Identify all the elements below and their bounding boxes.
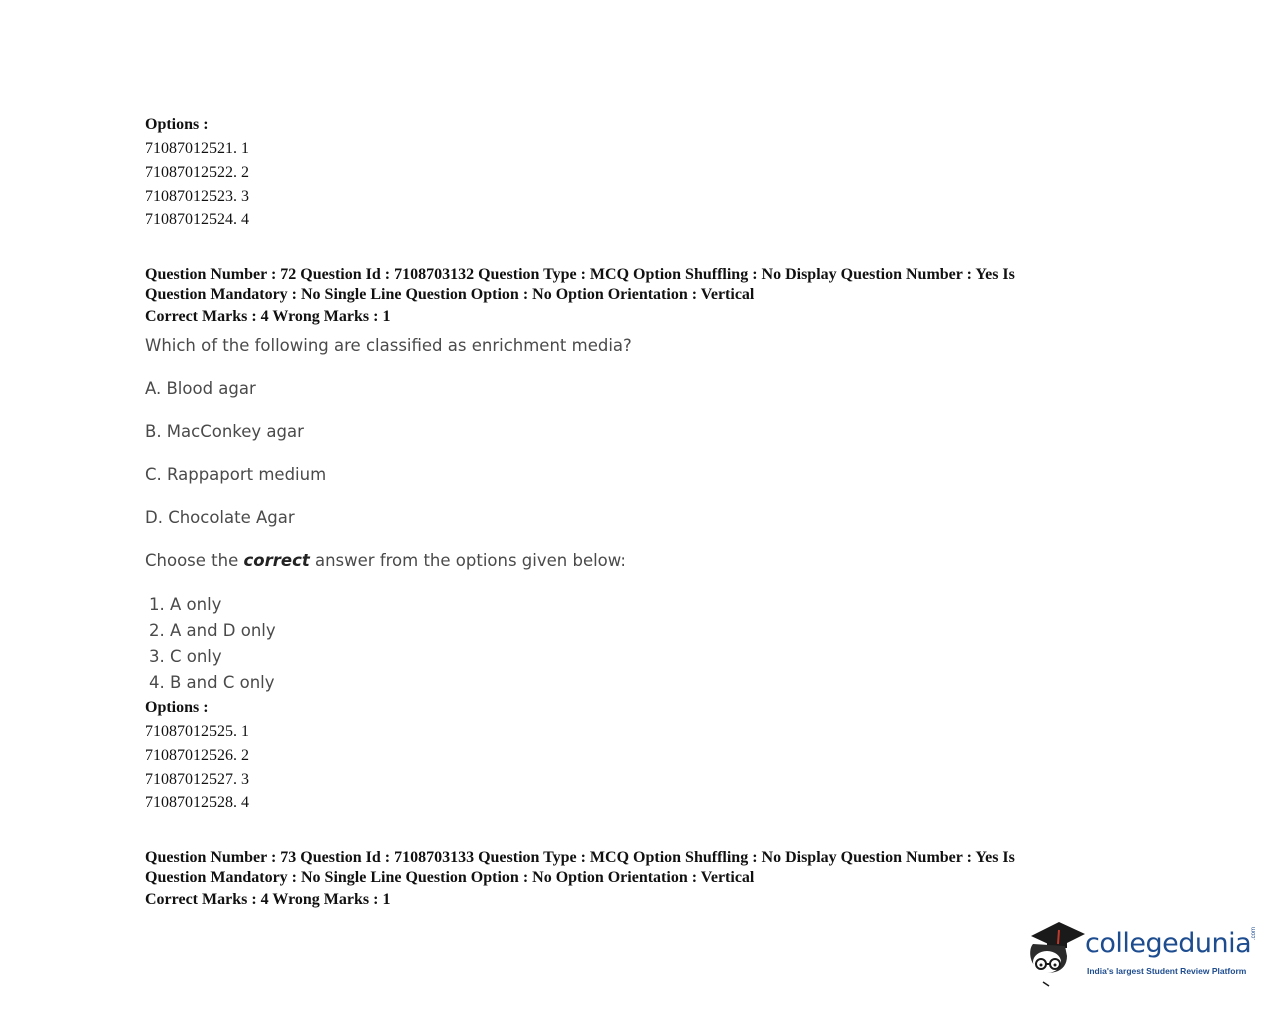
statement-item: B. MacConkey agar bbox=[145, 422, 304, 441]
option-item: 71087012521. 1 bbox=[145, 140, 249, 157]
question-header-line: Question Mandatory : No Single Line Question Option : No Option Orientation : Vertical bbox=[145, 869, 755, 886]
options-label: Options : bbox=[145, 699, 209, 716]
mascot-icon bbox=[1025, 918, 1089, 990]
question-header bbox=[145, 265, 1105, 305]
collegedunia-logo bbox=[1025, 918, 1255, 990]
option-item: 71087012526. 2 bbox=[145, 747, 249, 764]
choice-item: 2. A and D only bbox=[149, 621, 276, 640]
question-header-line: Question Mandatory : No Single Line Question Option : No Option Orientation : Vertical bbox=[145, 286, 755, 303]
question-marks: Correct Marks : 4 Wrong Marks : 1 bbox=[145, 891, 391, 908]
choice-item: 3. C only bbox=[149, 647, 222, 666]
choice-item: 1. A only bbox=[149, 595, 222, 614]
statement-item: C. Rappaport medium bbox=[145, 465, 327, 484]
choose-suffix: answer from the options given below: bbox=[309, 551, 626, 570]
logo-domain-suffix: .com bbox=[1251, 926, 1257, 940]
question-header bbox=[145, 848, 1105, 888]
question-header-line: Question Number : 72 Question Id : 7108703132 Question Type : MCQ Option Shuffling : No Display Question Number : Yes Is bbox=[145, 266, 1015, 283]
option-item: 71087012523. 3 bbox=[145, 188, 249, 205]
option-item: 71087012525. 1 bbox=[145, 723, 249, 740]
logo-tagline: India's largest Student Review Platform bbox=[1087, 966, 1247, 976]
option-item: 71087012528. 4 bbox=[145, 794, 249, 811]
logo-wordmark: collegedunia bbox=[1085, 928, 1252, 959]
statement-item: D. Chocolate Agar bbox=[145, 508, 295, 527]
question-marks: Correct Marks : 4 Wrong Marks : 1 bbox=[145, 308, 391, 325]
option-item: 71087012522. 2 bbox=[145, 164, 249, 181]
question-header-line: Question Number : 73 Question Id : 7108703133 Question Type : MCQ Option Shuffling : No Display Question Number : Yes Is bbox=[145, 849, 1015, 866]
choose-instruction bbox=[145, 551, 626, 570]
option-item: 71087012527. 3 bbox=[145, 771, 249, 788]
statement-item: A. Blood agar bbox=[145, 379, 256, 398]
options-label: Options : bbox=[145, 116, 209, 133]
option-item: 71087012524. 4 bbox=[145, 211, 249, 228]
choose-emphasis: correct bbox=[243, 551, 310, 570]
choice-item: 4. B and C only bbox=[149, 673, 275, 692]
question-stem: Which of the following are classified as enrichment media? bbox=[145, 336, 632, 355]
choose-prefix: Choose the bbox=[145, 551, 244, 570]
